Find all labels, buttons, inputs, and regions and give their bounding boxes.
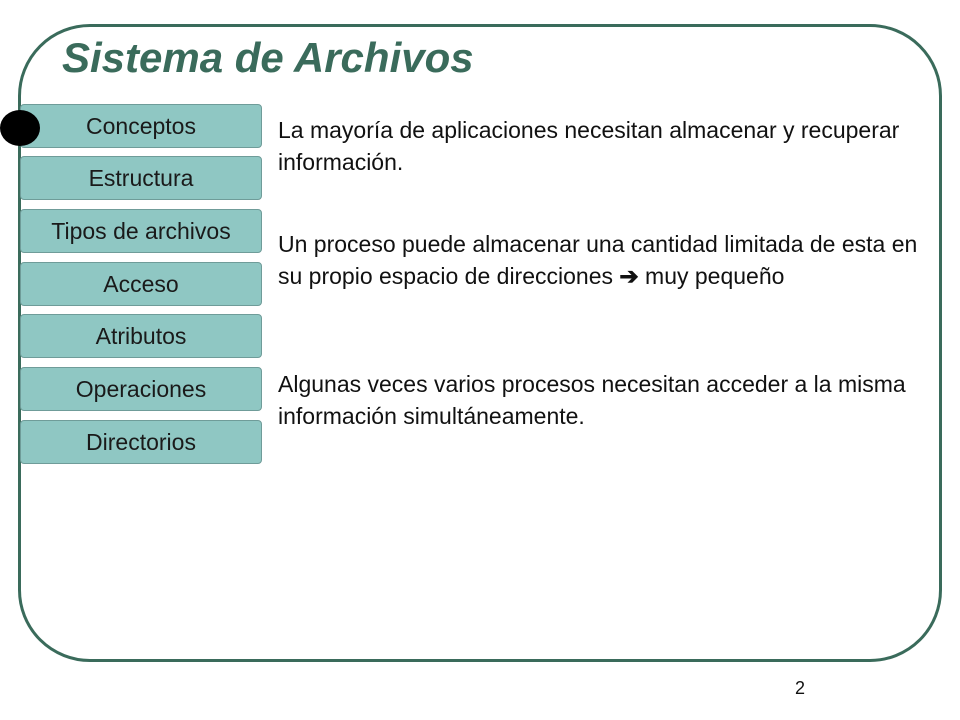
nav-item-acceso[interactable]: Acceso	[20, 262, 262, 306]
nav-item-conceptos[interactable]: Conceptos	[20, 104, 262, 148]
slide-title: Sistema de Archivos	[62, 34, 474, 81]
current-section-marker-icon	[0, 110, 40, 146]
nav-item-estructura[interactable]: Estructura	[20, 156, 262, 200]
nav-item-operaciones[interactable]: Operaciones	[20, 367, 262, 411]
paragraph-2	[278, 228, 938, 292]
nav-item-atributos[interactable]: Atributos	[20, 314, 262, 358]
paragraph-1: La mayoría de aplicaciones necesitan almacenar y recuperar información.	[278, 117, 900, 175]
right-arrow-icon: ➔	[619, 263, 639, 289]
paragraph-3: Algunas veces varios procesos necesitan acceder a la misma información simultáneamente.	[278, 371, 906, 429]
nav-item-tipos-de-archivos[interactable]: Tipos de archivos	[20, 209, 262, 253]
page-number: 2	[795, 678, 806, 698]
paragraph-2-tail: muy pequeño	[645, 263, 785, 289]
nav-item-directorios[interactable]: Directorios	[20, 420, 262, 464]
paragraph-2-text: Un proceso puede almacenar una cantidad limitada de esta en su propio espacio de direcciones	[278, 231, 918, 289]
